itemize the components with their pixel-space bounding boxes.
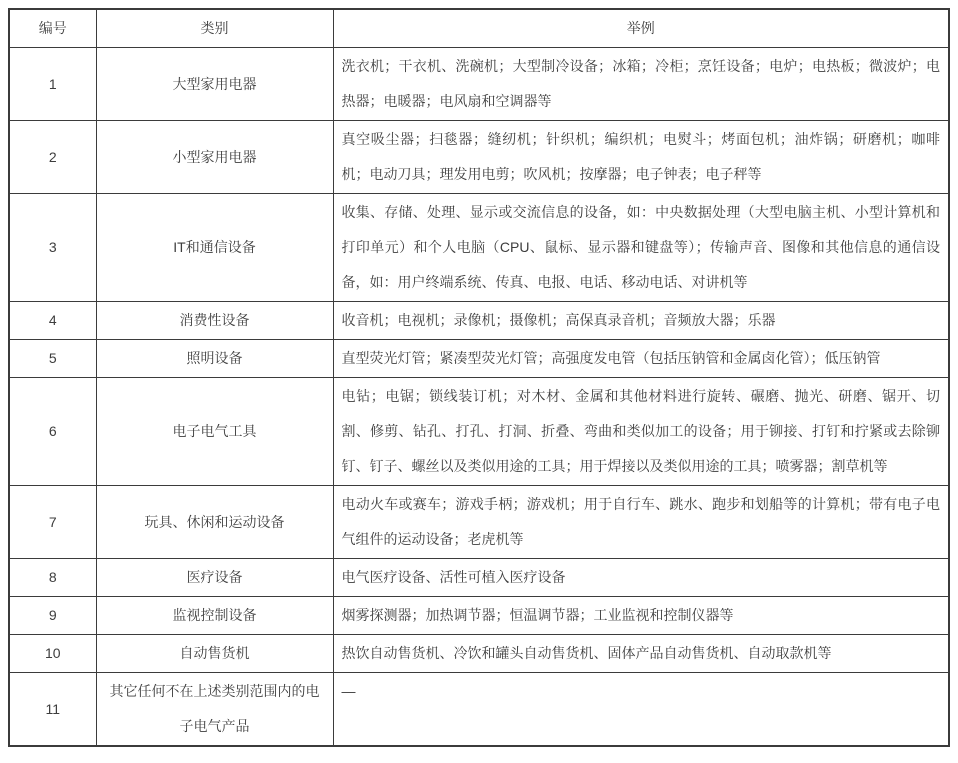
weee-category-table xyxy=(8,8,950,747)
row-examples-cell: 热饮自动售货机、冷饮和罐头自动售货机、固体产品自动售货机、自动取款机等 xyxy=(333,635,949,673)
row-number-cell: 3 xyxy=(9,194,96,302)
row-examples-cell: 电钻；电锯；锁线装订机；对木材、金属和其他材料进行旋转、碾磨、抛光、研磨、锯开、切割、修剪、钻孔、打孔、打洞、折叠、弯曲和类似加工的设备；用于铆接、打钉和拧紧或去除铆钉、钉子、螺丝以及类似用途的工具；用于焊接以及类似用途的工具；喷雾器；割草机等 xyxy=(333,378,949,486)
row-number-cell: 5 xyxy=(9,340,96,378)
row-number-cell: 6 xyxy=(9,378,96,486)
table-row xyxy=(9,673,949,747)
row-examples-cell: 真空吸尘器；扫毯器；缝纫机；针织机；编织机；电熨斗；烤面包机；油炸锅；研磨机；咖啡机；电动刀具；理发用电剪；吹风机；按摩器；电子钟表；电子秤等 xyxy=(333,121,949,194)
row-examples-cell: — xyxy=(333,673,949,747)
row-category-cell: 监视控制设备 xyxy=(96,597,333,635)
table-row xyxy=(9,194,949,302)
header-cell-number: 编号 xyxy=(9,9,96,48)
table-row xyxy=(9,559,949,597)
row-category-cell: 照明设备 xyxy=(96,340,333,378)
table-row xyxy=(9,121,949,194)
row-number-cell: 7 xyxy=(9,486,96,559)
row-category-cell: 大型家用电器 xyxy=(96,48,333,121)
row-number-cell: 4 xyxy=(9,302,96,340)
table-row xyxy=(9,378,949,486)
row-category-cell: 其它任何不在上述类别范围内的电子电气产品 xyxy=(96,673,333,747)
row-examples-cell: 收集、存储、处理、显示或交流信息的设备，如：中央数据处理（大型电脑主机、小型计算机和打印单元）和个人电脑（CPU、鼠标、显示器和键盘等）；传输声音、图像和其他信息的通信设备，如：用户终端系统、传真、电报、电话、移动电话、对讲机等 xyxy=(333,194,949,302)
row-category-cell: 玩具、休闲和运动设备 xyxy=(96,486,333,559)
header-row xyxy=(9,9,949,48)
row-number-cell: 11 xyxy=(9,673,96,747)
row-category-cell: 电子电气工具 xyxy=(96,378,333,486)
row-examples-cell: 洗衣机；干衣机、洗碗机；大型制冷设备；冰箱；冷柜；烹饪设备；电炉；电热板；微波炉；电热器；电暖器；电风扇和空调器等 xyxy=(333,48,949,121)
row-category-cell: 小型家用电器 xyxy=(96,121,333,194)
row-number-cell: 9 xyxy=(9,597,96,635)
row-category-cell: 自动售货机 xyxy=(96,635,333,673)
row-number-cell: 8 xyxy=(9,559,96,597)
row-category-cell: IT和通信设备 xyxy=(96,194,333,302)
row-examples-cell: 收音机；电视机；录像机；摄像机；高保真录音机；音频放大器；乐器 xyxy=(333,302,949,340)
table-row xyxy=(9,635,949,673)
table-body xyxy=(9,48,949,747)
row-examples-cell: 直型荧光灯管；紧凑型荧光灯管；高强度发电管（包括压钠管和金属卤化管）；低压钠管 xyxy=(333,340,949,378)
table-row xyxy=(9,48,949,121)
row-number-cell: 10 xyxy=(9,635,96,673)
row-number-cell: 2 xyxy=(9,121,96,194)
row-examples-cell: 电气医疗设备、活性可植入医疗设备 xyxy=(333,559,949,597)
row-category-cell: 医疗设备 xyxy=(96,559,333,597)
table-row xyxy=(9,486,949,559)
row-examples-cell: 烟雾探测器；加热调节器；恒温调节器；工业监视和控制仪器等 xyxy=(333,597,949,635)
table-row xyxy=(9,340,949,378)
row-examples-cell: 电动火车或赛车；游戏手柄；游戏机；用于自行车、跳水、跑步和划船等的计算机；带有电子电气组件的运动设备；老虎机等 xyxy=(333,486,949,559)
header-cell-examples: 举例 xyxy=(333,9,949,48)
header-cell-category: 类别 xyxy=(96,9,333,48)
row-category-cell: 消费性设备 xyxy=(96,302,333,340)
table-row xyxy=(9,302,949,340)
row-number-cell: 1 xyxy=(9,48,96,121)
table-row xyxy=(9,597,949,635)
